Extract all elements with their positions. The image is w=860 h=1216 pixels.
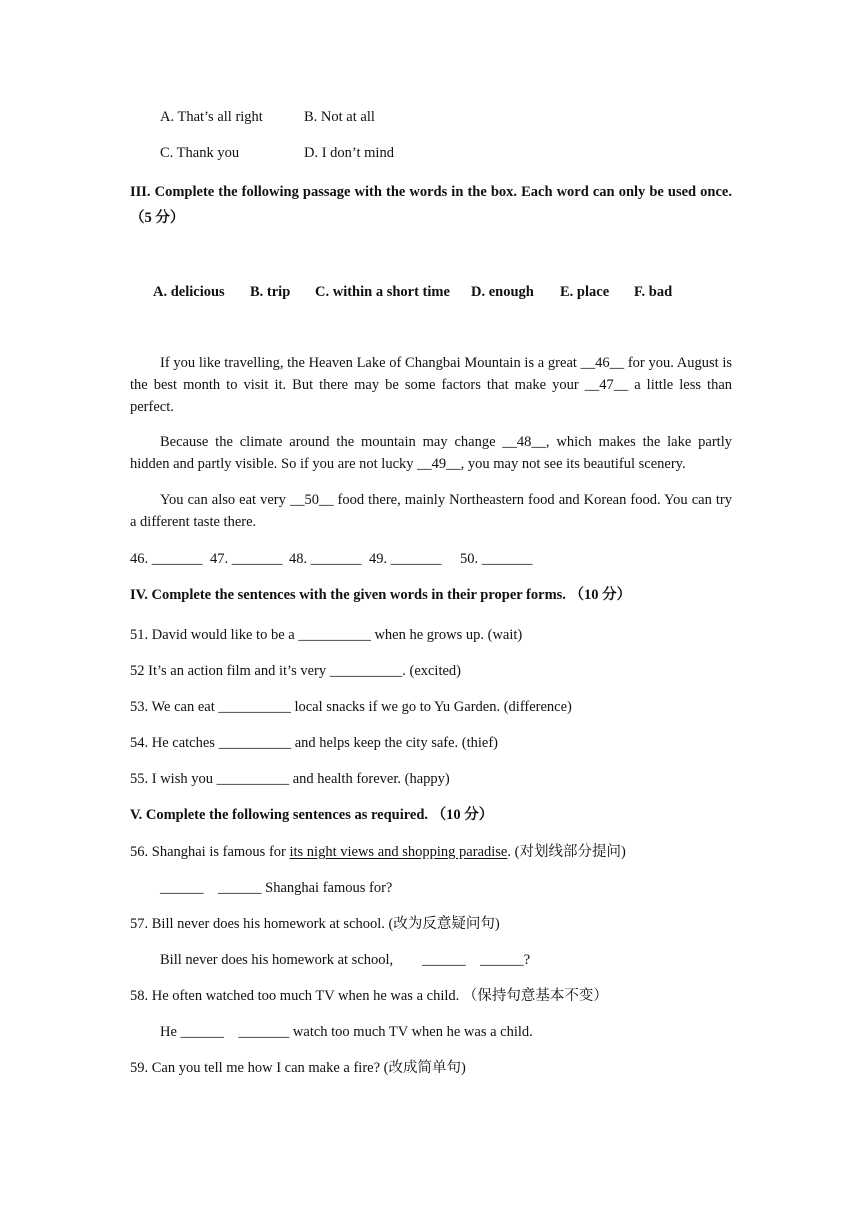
question-56-underlined: its night views and shopping paradise: [289, 844, 508, 860]
question-56-before: 56. Shanghai is famous for: [130, 844, 290, 860]
option-a: A. That’s all right: [160, 109, 263, 125]
answer-blank: 48. _______: [289, 551, 362, 567]
answer-blank: 46. _______: [130, 551, 203, 567]
question-53: 53. We can eat __________ local snacks if we go to Yu Garden. (difference): [130, 699, 572, 715]
section4-heading: IV. Complete the sentences with the given words in their proper forms. （10 分）: [130, 587, 632, 603]
word-box-option: C. within a short time: [315, 284, 450, 300]
answer-blank: 47. _______: [210, 551, 283, 567]
question-56-answer-line: ______ ______ Shanghai famous for?: [160, 880, 393, 896]
option-d: D. I don’t mind: [304, 145, 394, 161]
question-59: 59. Can you tell me how I can make a fire? (改成简单句): [130, 1060, 466, 1076]
question-56-after: . (对划线部分提问): [507, 844, 626, 860]
question-55: 55. I wish you __________ and health forever. (happy): [130, 771, 450, 787]
word-box-option: A. delicious: [153, 284, 225, 300]
answer-blank: 50. _______: [460, 551, 533, 567]
question-56: [130, 842, 626, 862]
passage-paragraph-2: Because the climate around the mountain may change __48__, which makes the lake partly hidden and partly visible. So if you are not lucky __49__, you may not see its beautiful scenery.: [130, 434, 732, 472]
word-box-option: B. trip: [250, 284, 291, 300]
question-57-answer-line: Bill never does his homework at school, ______ ______?: [160, 952, 531, 968]
question-52: 52 It’s an action film and it’s very __________. (excited): [130, 663, 462, 679]
answer-blank: 49. _______: [369, 551, 442, 567]
passage-paragraph-1: If you like travelling, the Heaven Lake of Changbai Mountain is a great __46__ for you. August is the best month to visit it. But there may be some factors that make your __47__ a little less than perfect.: [130, 355, 732, 415]
question-58: 58. He often watched too much TV when he was a child. （保持句意基本不变）: [130, 988, 608, 1004]
section5-heading: V. Complete the following sentences as required. （10 分）: [130, 807, 494, 823]
word-box-option: D. enough: [471, 284, 534, 300]
option-b: B. Not at all: [304, 109, 375, 125]
passage-paragraph-3: You can also eat very __50__ food there, mainly Northeastern food and Korean food. You can try a different taste there.: [130, 492, 732, 530]
section3-heading: III. Complete the following passage with the words in the box. Each word can only be used once. （5 分）: [130, 184, 732, 226]
word-box-option: F. bad: [634, 284, 673, 300]
question-57: 57. Bill never does his homework at school. (改为反意疑问句): [130, 916, 500, 932]
question-51: 51. David would like to be a __________ when he grows up. (wait): [130, 627, 523, 643]
option-c: C. Thank you: [160, 145, 240, 161]
word-box-option: E. place: [560, 284, 610, 300]
question-58-answer-line: He ______ _______ watch too much TV when he was a child.: [160, 1024, 533, 1040]
question-54: 54. He catches __________ and helps keep the city safe. (thief): [130, 735, 499, 751]
